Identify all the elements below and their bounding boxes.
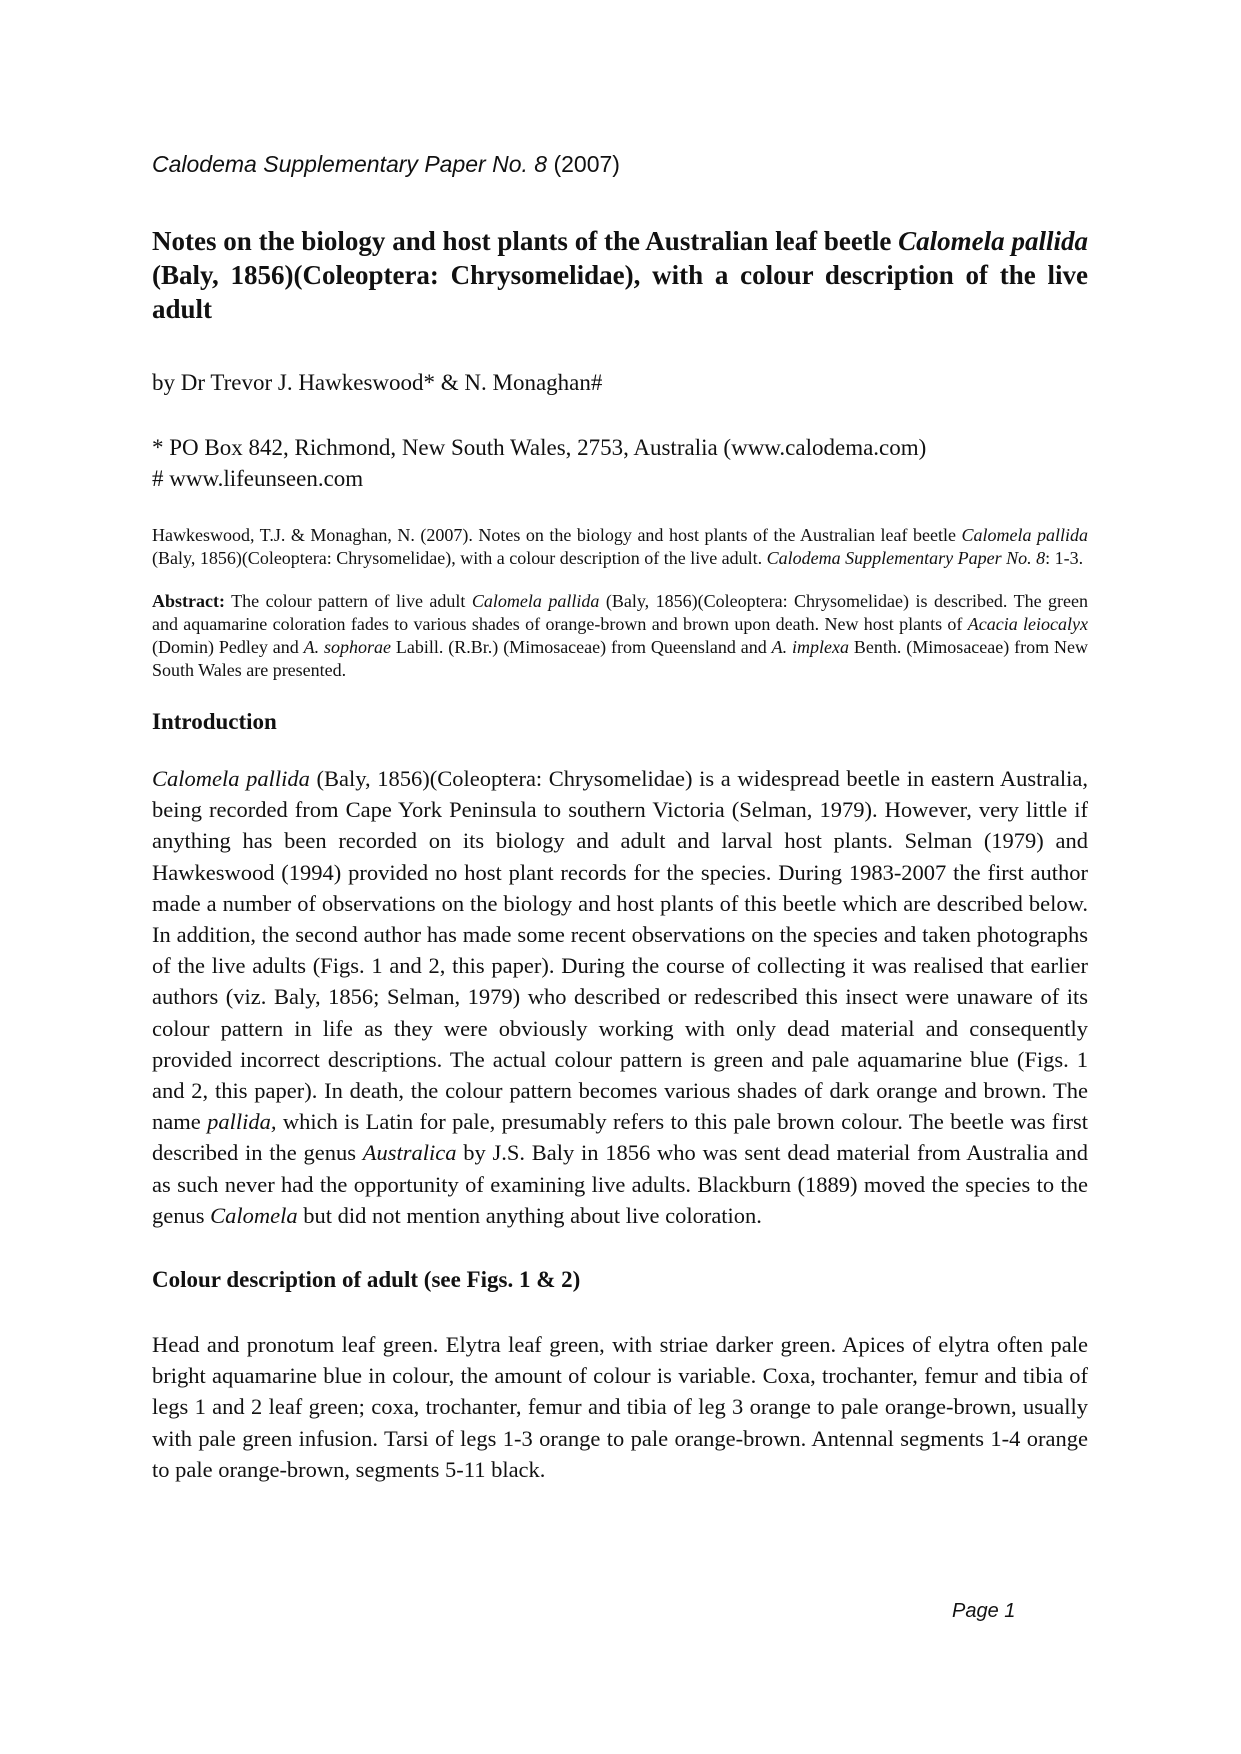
colour-heading-bold: Colour description of adult [152, 1267, 419, 1293]
address-line: # www.lifeunseen.com [152, 466, 364, 491]
page-content [152, 148, 1088, 1485]
paper-title [152, 224, 1088, 326]
abstract-text: Labill. (R.Br.) (Mimosaceae) from Queensland and [391, 637, 772, 657]
author-addresses [152, 432, 1088, 494]
abstract-label: Abstract: [152, 591, 225, 611]
colour-paragraph: Head and pronotum leaf green. Elytra leaf green, with striae darker green. Apices of elytra often pale bright aquamarine blue in colour, the amount of colour is variable. Coxa, trochanter, femur and tibia of legs 1 and 2 leaf green; coxa, trochanter, femur and tibia of leg 3 orange to pale orange-brown, usually with pale green infusion. Tarsi of legs 1-3 orange to pale orange-brown. Antennal segments 1-4 orange to pale orange-brown, segments 5-11 black. [152, 1332, 1088, 1482]
section-heading-colour [152, 1265, 1088, 1295]
abstract-text: The colour pattern of live adult [224, 591, 472, 611]
intro-species: Calomela pallida [152, 766, 310, 791]
section-heading-introduction: Introduction [152, 709, 277, 734]
intro-text: (Baly, 1856)(Coleoptera: Chrysomelidae) is a widespread beetle in eastern Australia, being recorded from Cape York Peninsula to southern Victoria (Selman, 1979). However, very little if anything has been recorded on its biology and adult and larval host plants. Selman (1979) and Hawkeswood (1994) provided no host plant records for the species. During 1983-2007 the first author made a number of observations on the biology and host plants of this beetle which are described below. In addition, the second author has made some recent observations on the species and taken photographs of the live adults (Figs. 1 and 2, this paper). During the course of collecting it was realised that earlier authors (viz. Baly, 1856; Selman, 1979) who described or redescribed this insect were unaware of its colour pattern in life as they were obviously working with only dead material and consequently provided incorrect descriptions. The actual colour pattern is green and pale aquamarine blue (Figs. 1 and 2, this paper). In death, the colour pattern becomes various shades of dark orange and brown. The name [152, 766, 1088, 1135]
abstract-text: Benth. (Mimosaceae) from New South Wales are presented. [152, 637, 1089, 680]
title-part: (Baly, 1856)(Coleoptera: Chrysomelidae), with a colour description of the live adult [152, 260, 1088, 324]
series-year: (2007) [547, 151, 620, 177]
intro-term: pallida, [207, 1109, 277, 1135]
citation-journal: Calodema Supplementary Paper No. 8 [766, 548, 1046, 568]
intro-genus: Australica [362, 1140, 457, 1166]
abstract-text: (Baly, 1856)(Coleoptera: Chrysomelidae) is described. The green and aquamarine coloration fades to various shades of orange-brown and brown upon death. New host plants of [152, 591, 1089, 634]
intro-text: but did not mention anything about live coloration. [297, 1202, 762, 1228]
abstract-species: A. implexa [771, 637, 850, 657]
intro-genus: Calomela [210, 1202, 298, 1228]
abstract-species: A. sophorae [303, 637, 392, 657]
title-species: Calomela pallida [898, 226, 1088, 256]
intro-text: by J.S. Baly in 1856 who was sent dead material from Australia and as such never had the opportunity of examining live adults. Blackburn (1889) moved the species to the genus [152, 1140, 1088, 1228]
address-line: * PO Box 842, Richmond, New South Wales, 2753, Australia (www.calodema.com) [152, 435, 927, 460]
citation-text: (Baly, 1856)(Coleoptera: Chrysomelidae), with a colour description of the live adult. [152, 548, 767, 568]
citation-text: Hawkeswood, T.J. & Monaghan, N. (2007). Notes on the biology and host plants of the Australian leaf beetle [152, 525, 962, 545]
abstract-species: Calomela pallida [471, 591, 600, 611]
abstract-text: (Domin) Pedley and [152, 637, 304, 657]
citation-pages: : 1-3. [1045, 548, 1084, 568]
abstract-species: Acacia leiocalyx [967, 614, 1088, 634]
citation-species: Calomela pallida [961, 525, 1089, 545]
page-number: Page 1 [952, 1600, 1016, 1622]
authors-line: by Dr Trevor J. Hawkeswood* & N. Monaghan# [152, 370, 603, 395]
colour-heading-rest: (see Figs. 1 & 2) [418, 1267, 581, 1293]
title-part: Notes on the biology and host plants of the Australian leaf beetle [152, 226, 899, 256]
citation [152, 524, 1088, 570]
introduction-paragraph [152, 763, 1088, 1231]
series-header [152, 148, 1088, 180]
intro-text: which is Latin for pale, presumably refers to this pale brown colour. The beetle was first described in the genus [152, 1109, 1088, 1166]
abstract [152, 590, 1088, 682]
series-name: Calodema Supplementary Paper No. 8 [152, 151, 548, 177]
